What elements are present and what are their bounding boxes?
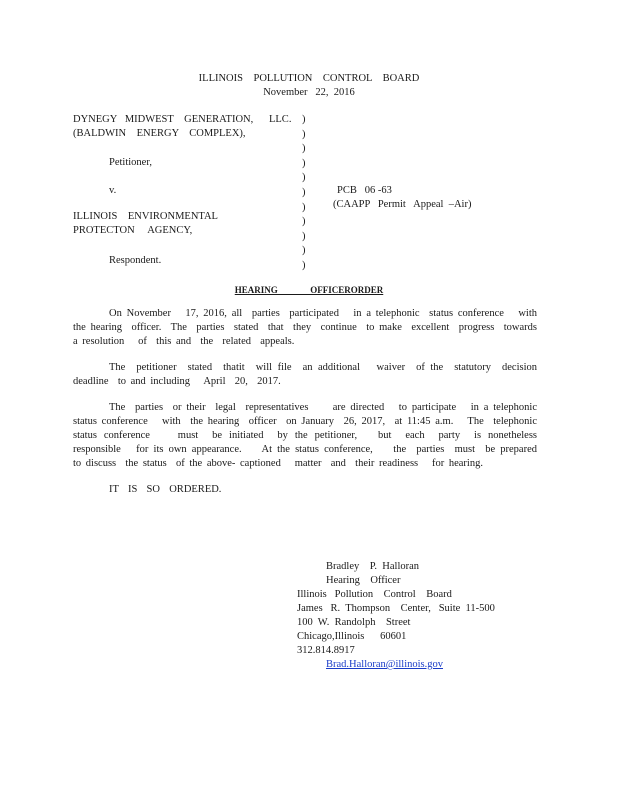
respondent-label: Respondent.: [109, 255, 162, 266]
paragraph-1: On November 17, 2016, all parties participated in a telephonic status conference with the hearing officer. The parties stated that they continue to make excellent progress towards a resolution of this and the related appeals.: [73, 308, 551, 347]
signer-board: Illinois Pollution Control Board: [297, 589, 452, 600]
respondent-name-line-2: PROTECTON AGENCY,: [73, 225, 193, 236]
caption-paren: ): [302, 230, 306, 242]
petitioner-label: Petitioner,: [109, 157, 153, 168]
board-heading: ILLINOIS POLLUTION CONTROL BOARD: [198, 73, 420, 84]
caption-paren: ): [302, 114, 306, 125]
paragraph-4: IT IS SO ORDERED.: [109, 484, 222, 495]
respondent-name-line-1: ILLINOIS ENVIRONMENTAL: [73, 211, 218, 222]
caption-paren: ): [302, 245, 306, 257]
caption-paren: ): [302, 128, 306, 140]
email-link[interactable]: Brad.Halloran@illinois.gov: [326, 659, 443, 670]
signer-name: Bradley P. Halloran: [326, 561, 420, 572]
caption-paren: ): [302, 201, 306, 213]
petitioner-name-line-2: (BALDWIN ENERGY COMPLEX),: [73, 128, 246, 139]
signer-building: James R. Thompson Center, Suite 11-500: [297, 603, 495, 614]
caption-paren: ): [302, 186, 306, 198]
caption-paren: ): [302, 216, 306, 228]
caption-paren: ): [302, 143, 306, 155]
caption-parentheses: [302, 113, 312, 274]
paragraph-3: The parties or their legal representatives are directed to participate in a telephonic status conference with the hearing officer on January 26, 2017, at 11:45 a.m. The telephonic status conference must be initiated by the petitioner, but each party is nonetheless responsible for its own appearance. At the status conference, the parties must be prepared to discuss the status of the above- captioned matter and their readiness for hearing.: [73, 402, 551, 469]
case-number: PCB 06 -63: [337, 185, 392, 196]
order-title: HEARING OFFICERORDER: [234, 285, 384, 295]
case-type: (CAAPP Permit Appeal –Air): [333, 199, 472, 210]
document-date: November 22, 2016: [263, 87, 355, 98]
caption-paren: ): [302, 172, 306, 184]
caption-paren: ): [302, 157, 306, 169]
versus-label: v.: [109, 185, 117, 196]
signer-city: Chicago,Illinois 60601: [297, 631, 407, 642]
petitioner-name-line-1: DYNEGY MIDWEST GENERATION, LLC.: [73, 114, 292, 125]
signer-phone: 312.814.8917: [297, 645, 355, 656]
signer-street: 100 W. Randolph Street: [297, 617, 411, 628]
signer-title: Hearing Officer: [326, 575, 401, 586]
caption-paren: ): [302, 259, 306, 271]
paragraph-2: The petitioner stated thatit will file an additional waiver of the statutory decision deadline to and including April 20, 2017.: [73, 362, 542, 387]
